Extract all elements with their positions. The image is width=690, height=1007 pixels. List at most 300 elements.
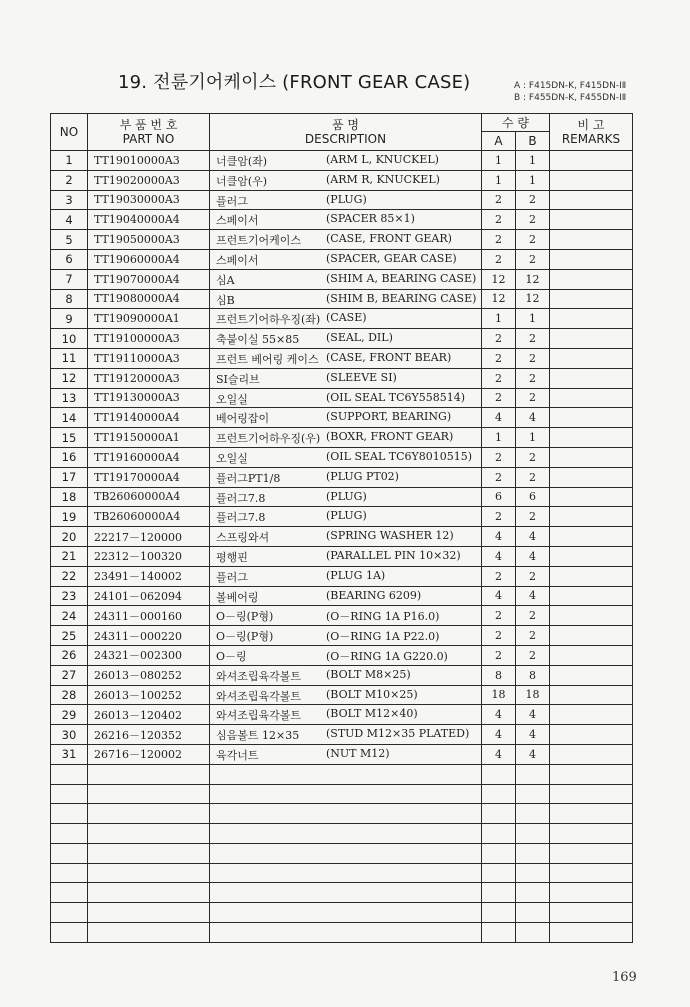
row-qty-b bbox=[516, 903, 550, 923]
row-part-no: TB26060000A4 bbox=[88, 487, 210, 507]
row-no: 7 bbox=[51, 269, 88, 289]
row-part-no: TT19080000A4 bbox=[88, 289, 210, 309]
row-desc-en: (SEAL, DIL) bbox=[326, 331, 393, 345]
row-part-no: TT19070000A4 bbox=[88, 269, 210, 289]
row-qty-a: 4 bbox=[482, 408, 516, 428]
row-part-no: 22312－100320 bbox=[88, 546, 210, 566]
row-remarks bbox=[550, 824, 633, 844]
row-desc-ko: 축붙이실 55×85 bbox=[216, 333, 300, 347]
row-desc-ko: 오일실 bbox=[216, 392, 248, 406]
row-qty-a: 2 bbox=[482, 368, 516, 388]
row-qty-b bbox=[516, 843, 550, 863]
row-part-no: 26013－120402 bbox=[88, 705, 210, 725]
row-remarks bbox=[550, 249, 633, 269]
row-desc-ko: 스페이서 bbox=[216, 253, 259, 267]
row-part-no: 24311－000220 bbox=[88, 626, 210, 646]
row-no: 13 bbox=[51, 388, 88, 408]
row-remarks bbox=[550, 309, 633, 329]
row-desc-en: (PLUG) bbox=[326, 509, 367, 523]
row-qty-a: 2 bbox=[482, 190, 516, 210]
table-row bbox=[51, 606, 633, 626]
row-qty-a: 2 bbox=[482, 645, 516, 665]
row-part-no bbox=[88, 883, 210, 903]
header-no: NO bbox=[51, 114, 88, 151]
header-remarks bbox=[550, 114, 633, 151]
row-qty-a: 4 bbox=[482, 527, 516, 547]
table-row bbox=[51, 190, 633, 210]
parts-table bbox=[50, 113, 633, 943]
row-desc-ko: 와셔조립육각볼트 bbox=[216, 669, 302, 683]
row-no: 18 bbox=[51, 487, 88, 507]
row-desc-ko: O－링(P형) bbox=[216, 610, 274, 624]
row-desc-en: (PLUG) bbox=[326, 489, 367, 503]
table-row bbox=[51, 428, 633, 448]
row-description bbox=[210, 467, 482, 487]
row-part-no: TT19040000A4 bbox=[88, 210, 210, 230]
row-remarks bbox=[550, 685, 633, 705]
row-no bbox=[51, 843, 88, 863]
row-qty-b: 2 bbox=[516, 190, 550, 210]
row-remarks bbox=[550, 923, 633, 943]
row-no: 27 bbox=[51, 665, 88, 685]
row-qty-a: 4 bbox=[482, 725, 516, 745]
row-part-no: TT19010000A3 bbox=[88, 151, 210, 171]
row-no: 6 bbox=[51, 249, 88, 269]
row-part-no: 26216－120352 bbox=[88, 725, 210, 745]
row-description bbox=[210, 784, 482, 804]
page-number: 169 bbox=[612, 970, 637, 985]
row-no: 8 bbox=[51, 289, 88, 309]
row-no: 17 bbox=[51, 467, 88, 487]
row-part-no: TT19100000A3 bbox=[88, 329, 210, 349]
row-part-no bbox=[88, 784, 210, 804]
row-desc-en: (O－RING 1A P22.0) bbox=[326, 630, 440, 644]
empty-row bbox=[51, 883, 633, 903]
row-part-no: 26013－080252 bbox=[88, 665, 210, 685]
row-desc-ko: 오일실 bbox=[216, 451, 248, 465]
table-row bbox=[51, 744, 633, 764]
row-qty-b: 2 bbox=[516, 388, 550, 408]
row-remarks bbox=[550, 368, 633, 388]
row-qty-b bbox=[516, 883, 550, 903]
row-desc-ko: 와셔조립육각볼트 bbox=[216, 709, 302, 723]
row-desc-en: (SUPPORT, BEARING) bbox=[326, 410, 452, 424]
row-desc-ko: SI슬리브 bbox=[216, 372, 260, 386]
row-desc-ko: 프런트기어케이스 bbox=[216, 234, 302, 248]
row-remarks bbox=[550, 764, 633, 784]
row-description bbox=[210, 269, 482, 289]
row-part-no: TT19090000A1 bbox=[88, 309, 210, 329]
row-description bbox=[210, 665, 482, 685]
row-qty-a: 4 bbox=[482, 586, 516, 606]
row-description bbox=[210, 725, 482, 745]
row-description bbox=[210, 527, 482, 547]
row-remarks bbox=[550, 863, 633, 883]
row-remarks bbox=[550, 784, 633, 804]
row-remarks bbox=[550, 289, 633, 309]
row-desc-ko: 심음볼트 12×35 bbox=[216, 729, 300, 743]
row-qty-b: 4 bbox=[516, 744, 550, 764]
row-no: 19 bbox=[51, 507, 88, 527]
table-row bbox=[51, 408, 633, 428]
row-no: 12 bbox=[51, 368, 88, 388]
row-desc-ko: O－링(P형) bbox=[216, 630, 274, 644]
row-no bbox=[51, 903, 88, 923]
row-qty-b: 2 bbox=[516, 368, 550, 388]
row-qty-b bbox=[516, 824, 550, 844]
row-qty-a: 12 bbox=[482, 269, 516, 289]
row-no: 28 bbox=[51, 685, 88, 705]
row-qty-b: 1 bbox=[516, 170, 550, 190]
table-row bbox=[51, 210, 633, 230]
row-qty-a bbox=[482, 824, 516, 844]
row-qty-b bbox=[516, 863, 550, 883]
row-qty-b bbox=[516, 923, 550, 943]
row-part-no: 23491－140002 bbox=[88, 566, 210, 586]
row-description bbox=[210, 645, 482, 665]
row-part-no: 26013－100252 bbox=[88, 685, 210, 705]
row-remarks bbox=[550, 190, 633, 210]
row-description bbox=[210, 210, 482, 230]
row-description bbox=[210, 824, 482, 844]
row-remarks bbox=[550, 269, 633, 289]
row-no: 14 bbox=[51, 408, 88, 428]
row-desc-ko: 너클암(우) bbox=[216, 174, 268, 188]
header-quantity: 수 량 bbox=[482, 114, 550, 132]
row-part-no: 26716－120002 bbox=[88, 744, 210, 764]
row-desc-ko: 프런트기어하우징(우) bbox=[216, 432, 321, 446]
row-qty-a: 2 bbox=[482, 626, 516, 646]
row-remarks bbox=[550, 586, 633, 606]
row-qty-a: 2 bbox=[482, 447, 516, 467]
row-no: 29 bbox=[51, 705, 88, 725]
row-qty-a: 4 bbox=[482, 705, 516, 725]
row-description bbox=[210, 487, 482, 507]
row-qty-b: 12 bbox=[516, 289, 550, 309]
row-qty-a bbox=[482, 903, 516, 923]
row-desc-en: (OIL SEAL TC6Y558514) bbox=[326, 390, 466, 404]
row-qty-a: 2 bbox=[482, 606, 516, 626]
row-desc-en: (O－RING 1A G220.0) bbox=[326, 649, 448, 663]
row-qty-b bbox=[516, 804, 550, 824]
row-part-no: TT19020000A3 bbox=[88, 170, 210, 190]
row-qty-b: 2 bbox=[516, 447, 550, 467]
row-description bbox=[210, 546, 482, 566]
header-part-no bbox=[88, 114, 210, 151]
table-row bbox=[51, 546, 633, 566]
table-row bbox=[51, 348, 633, 368]
row-qty-b: 2 bbox=[516, 230, 550, 250]
row-no: 3 bbox=[51, 190, 88, 210]
table-row bbox=[51, 447, 633, 467]
row-part-no bbox=[88, 863, 210, 883]
row-qty-b: 2 bbox=[516, 645, 550, 665]
row-description bbox=[210, 408, 482, 428]
row-qty-a: 1 bbox=[482, 309, 516, 329]
row-qty-b: 2 bbox=[516, 329, 550, 349]
table-row bbox=[51, 329, 633, 349]
row-desc-ko: 심A bbox=[216, 273, 235, 287]
row-part-no bbox=[88, 903, 210, 923]
row-desc-en: (ARM R, KNUCKEL) bbox=[326, 172, 440, 186]
row-part-no bbox=[88, 843, 210, 863]
row-qty-a bbox=[482, 804, 516, 824]
row-desc-ko: 너클암(좌) bbox=[216, 155, 268, 168]
row-remarks bbox=[550, 725, 633, 745]
row-qty-a bbox=[482, 863, 516, 883]
header-remarks-en: REMARKS bbox=[561, 132, 621, 146]
row-no: 9 bbox=[51, 309, 88, 329]
table-row bbox=[51, 507, 633, 527]
row-no bbox=[51, 824, 88, 844]
row-description bbox=[210, 507, 482, 527]
row-description bbox=[210, 329, 482, 349]
table-row bbox=[51, 368, 633, 388]
row-description bbox=[210, 863, 482, 883]
row-desc-ko: 플러그7.8 bbox=[216, 511, 266, 525]
row-desc-en: (BOLT M10×25) bbox=[326, 687, 418, 701]
row-description bbox=[210, 705, 482, 725]
row-desc-en: (CASE, FRONT BEAR) bbox=[326, 350, 452, 364]
table-row bbox=[51, 151, 633, 171]
row-part-no: TT19060000A4 bbox=[88, 249, 210, 269]
row-no: 26 bbox=[51, 645, 88, 665]
row-remarks bbox=[550, 665, 633, 685]
row-remarks bbox=[550, 487, 633, 507]
row-remarks bbox=[550, 230, 633, 250]
row-remarks bbox=[550, 507, 633, 527]
row-qty-b: 2 bbox=[516, 348, 550, 368]
row-description bbox=[210, 447, 482, 467]
row-desc-en: (BEARING 6209) bbox=[326, 588, 422, 602]
row-remarks bbox=[550, 546, 633, 566]
row-description bbox=[210, 388, 482, 408]
row-qty-a bbox=[482, 784, 516, 804]
row-desc-ko: 스페이서 bbox=[216, 214, 259, 228]
row-desc-en: (BOLT M8×25) bbox=[326, 667, 411, 681]
row-no bbox=[51, 764, 88, 784]
table-row bbox=[51, 586, 633, 606]
page-title: 19. 전륜기어케이스 (FRONT GEAR CASE) bbox=[118, 72, 471, 93]
row-remarks bbox=[550, 626, 633, 646]
row-description bbox=[210, 151, 482, 171]
row-qty-b: 4 bbox=[516, 586, 550, 606]
row-part-no: TT19170000A4 bbox=[88, 467, 210, 487]
row-qty-a: 2 bbox=[482, 210, 516, 230]
row-remarks bbox=[550, 645, 633, 665]
row-desc-ko: 와셔조립육각볼트 bbox=[216, 689, 302, 703]
row-qty-a: 2 bbox=[482, 348, 516, 368]
row-part-no: TT19110000A3 bbox=[88, 348, 210, 368]
row-desc-en: (SPACER, GEAR CASE) bbox=[326, 251, 457, 265]
row-desc-ko: 심B bbox=[216, 293, 235, 307]
row-qty-b: 4 bbox=[516, 408, 550, 428]
row-desc-en: (ARM L, KNUCKEL) bbox=[326, 153, 439, 166]
row-remarks bbox=[550, 348, 633, 368]
row-no: 2 bbox=[51, 170, 88, 190]
row-qty-b: 1 bbox=[516, 151, 550, 171]
row-no: 30 bbox=[51, 725, 88, 745]
model-legend bbox=[514, 80, 626, 104]
empty-row bbox=[51, 843, 633, 863]
row-qty-b: 2 bbox=[516, 507, 550, 527]
row-description bbox=[210, 230, 482, 250]
empty-row bbox=[51, 923, 633, 943]
empty-row bbox=[51, 903, 633, 923]
table-row bbox=[51, 705, 633, 725]
header-remarks-ko: 비 고 bbox=[577, 118, 605, 132]
row-no bbox=[51, 883, 88, 903]
table-row bbox=[51, 467, 633, 487]
table-row bbox=[51, 626, 633, 646]
row-no bbox=[51, 863, 88, 883]
table-row bbox=[51, 249, 633, 269]
row-qty-b: 2 bbox=[516, 606, 550, 626]
row-no: 23 bbox=[51, 586, 88, 606]
row-description bbox=[210, 586, 482, 606]
row-remarks bbox=[550, 903, 633, 923]
row-desc-en: (PLUG 1A) bbox=[326, 568, 386, 582]
row-qty-a: 2 bbox=[482, 467, 516, 487]
row-description bbox=[210, 289, 482, 309]
row-part-no: TT19130000A3 bbox=[88, 388, 210, 408]
row-description bbox=[210, 190, 482, 210]
row-description bbox=[210, 764, 482, 784]
row-qty-a: 6 bbox=[482, 487, 516, 507]
row-no: 11 bbox=[51, 348, 88, 368]
row-qty-b: 4 bbox=[516, 705, 550, 725]
row-part-no bbox=[88, 764, 210, 784]
header-part-en: PART NO bbox=[122, 132, 175, 146]
table-row bbox=[51, 230, 633, 250]
row-desc-en: (SPRING WASHER 12) bbox=[326, 529, 454, 543]
row-no: 24 bbox=[51, 606, 88, 626]
row-qty-a: 2 bbox=[482, 249, 516, 269]
row-remarks bbox=[550, 408, 633, 428]
empty-row bbox=[51, 804, 633, 824]
row-desc-ko: 볼베어링 bbox=[216, 590, 259, 604]
row-qty-b: 2 bbox=[516, 626, 550, 646]
row-remarks bbox=[550, 447, 633, 467]
row-part-no: 24311－000160 bbox=[88, 606, 210, 626]
row-description bbox=[210, 626, 482, 646]
row-qty-a bbox=[482, 764, 516, 784]
header-part-ko: 부 품 번 호 bbox=[119, 118, 178, 132]
row-no: 10 bbox=[51, 329, 88, 349]
row-qty-b bbox=[516, 764, 550, 784]
row-qty-a: 2 bbox=[482, 329, 516, 349]
row-qty-a: 2 bbox=[482, 388, 516, 408]
row-part-no: TT19150000A1 bbox=[88, 428, 210, 448]
row-desc-en: (CASE, FRONT GEAR) bbox=[326, 232, 452, 246]
row-description bbox=[210, 804, 482, 824]
row-desc-en: (OIL SEAL TC6Y8010515) bbox=[326, 449, 473, 463]
row-remarks bbox=[550, 843, 633, 863]
table-row bbox=[51, 170, 633, 190]
row-qty-a bbox=[482, 843, 516, 863]
empty-row bbox=[51, 863, 633, 883]
row-qty-a: 4 bbox=[482, 546, 516, 566]
row-remarks bbox=[550, 388, 633, 408]
row-description bbox=[210, 428, 482, 448]
row-qty-b: 2 bbox=[516, 566, 550, 586]
table-row bbox=[51, 388, 633, 408]
row-desc-ko: 스프링와셔 bbox=[216, 531, 270, 545]
row-qty-b: 18 bbox=[516, 685, 550, 705]
row-qty-b: 4 bbox=[516, 546, 550, 566]
row-desc-ko: 육각너트 bbox=[216, 748, 259, 762]
header-desc-en: DESCRIPTION bbox=[304, 132, 387, 146]
table-row bbox=[51, 645, 633, 665]
empty-row bbox=[51, 824, 633, 844]
row-no: 20 bbox=[51, 527, 88, 547]
row-description bbox=[210, 606, 482, 626]
row-remarks bbox=[550, 329, 633, 349]
row-qty-b: 1 bbox=[516, 428, 550, 448]
row-description bbox=[210, 903, 482, 923]
table-row bbox=[51, 527, 633, 547]
table-row bbox=[51, 309, 633, 329]
row-part-no: 22217－120000 bbox=[88, 527, 210, 547]
row-no: 31 bbox=[51, 744, 88, 764]
row-remarks bbox=[550, 744, 633, 764]
row-part-no: TT19030000A3 bbox=[88, 190, 210, 210]
row-no bbox=[51, 923, 88, 943]
parts-table-body bbox=[51, 151, 633, 943]
row-description bbox=[210, 923, 482, 943]
row-qty-b: 4 bbox=[516, 527, 550, 547]
row-part-no bbox=[88, 923, 210, 943]
row-desc-ko: 프런트 베어링 케이스 bbox=[216, 352, 319, 366]
model-a-label: A : F415DN-K, F415DN-ⅠⅡ bbox=[514, 81, 627, 91]
model-b-label: B : F455DN-K, F455DN-ⅠⅡ bbox=[514, 93, 627, 103]
row-desc-ko: 플러그 bbox=[216, 570, 248, 584]
header-qty-b: B bbox=[516, 132, 550, 151]
row-qty-a: 1 bbox=[482, 170, 516, 190]
row-desc-en: (O－RING 1A P16.0) bbox=[326, 610, 440, 624]
row-remarks bbox=[550, 566, 633, 586]
row-description bbox=[210, 170, 482, 190]
row-description bbox=[210, 309, 482, 329]
row-desc-en: (BOLT M12×40) bbox=[326, 707, 418, 721]
row-description bbox=[210, 566, 482, 586]
table-row bbox=[51, 566, 633, 586]
row-qty-a bbox=[482, 923, 516, 943]
row-remarks bbox=[550, 804, 633, 824]
row-part-no bbox=[88, 804, 210, 824]
row-description bbox=[210, 883, 482, 903]
row-desc-en: (BOXR, FRONT GEAR) bbox=[326, 430, 454, 444]
row-remarks bbox=[550, 151, 633, 171]
row-desc-en: (SHIM B, BEARING CASE) bbox=[326, 291, 477, 305]
row-qty-b bbox=[516, 784, 550, 804]
row-qty-b: 2 bbox=[516, 210, 550, 230]
row-desc-ko: 베어링잡이 bbox=[216, 412, 270, 426]
row-qty-b: 1 bbox=[516, 309, 550, 329]
row-no: 5 bbox=[51, 230, 88, 250]
row-no: 22 bbox=[51, 566, 88, 586]
row-part-no bbox=[88, 824, 210, 844]
row-qty-b: 4 bbox=[516, 725, 550, 745]
row-part-no: TT19050000A3 bbox=[88, 230, 210, 250]
row-desc-ko: 평행핀 bbox=[216, 550, 248, 564]
row-desc-en: (SPACER 85×1) bbox=[326, 212, 415, 226]
row-description bbox=[210, 348, 482, 368]
row-part-no: TB26060000A4 bbox=[88, 507, 210, 527]
table-row bbox=[51, 289, 633, 309]
row-part-no: TT19160000A4 bbox=[88, 447, 210, 467]
row-qty-a: 18 bbox=[482, 685, 516, 705]
